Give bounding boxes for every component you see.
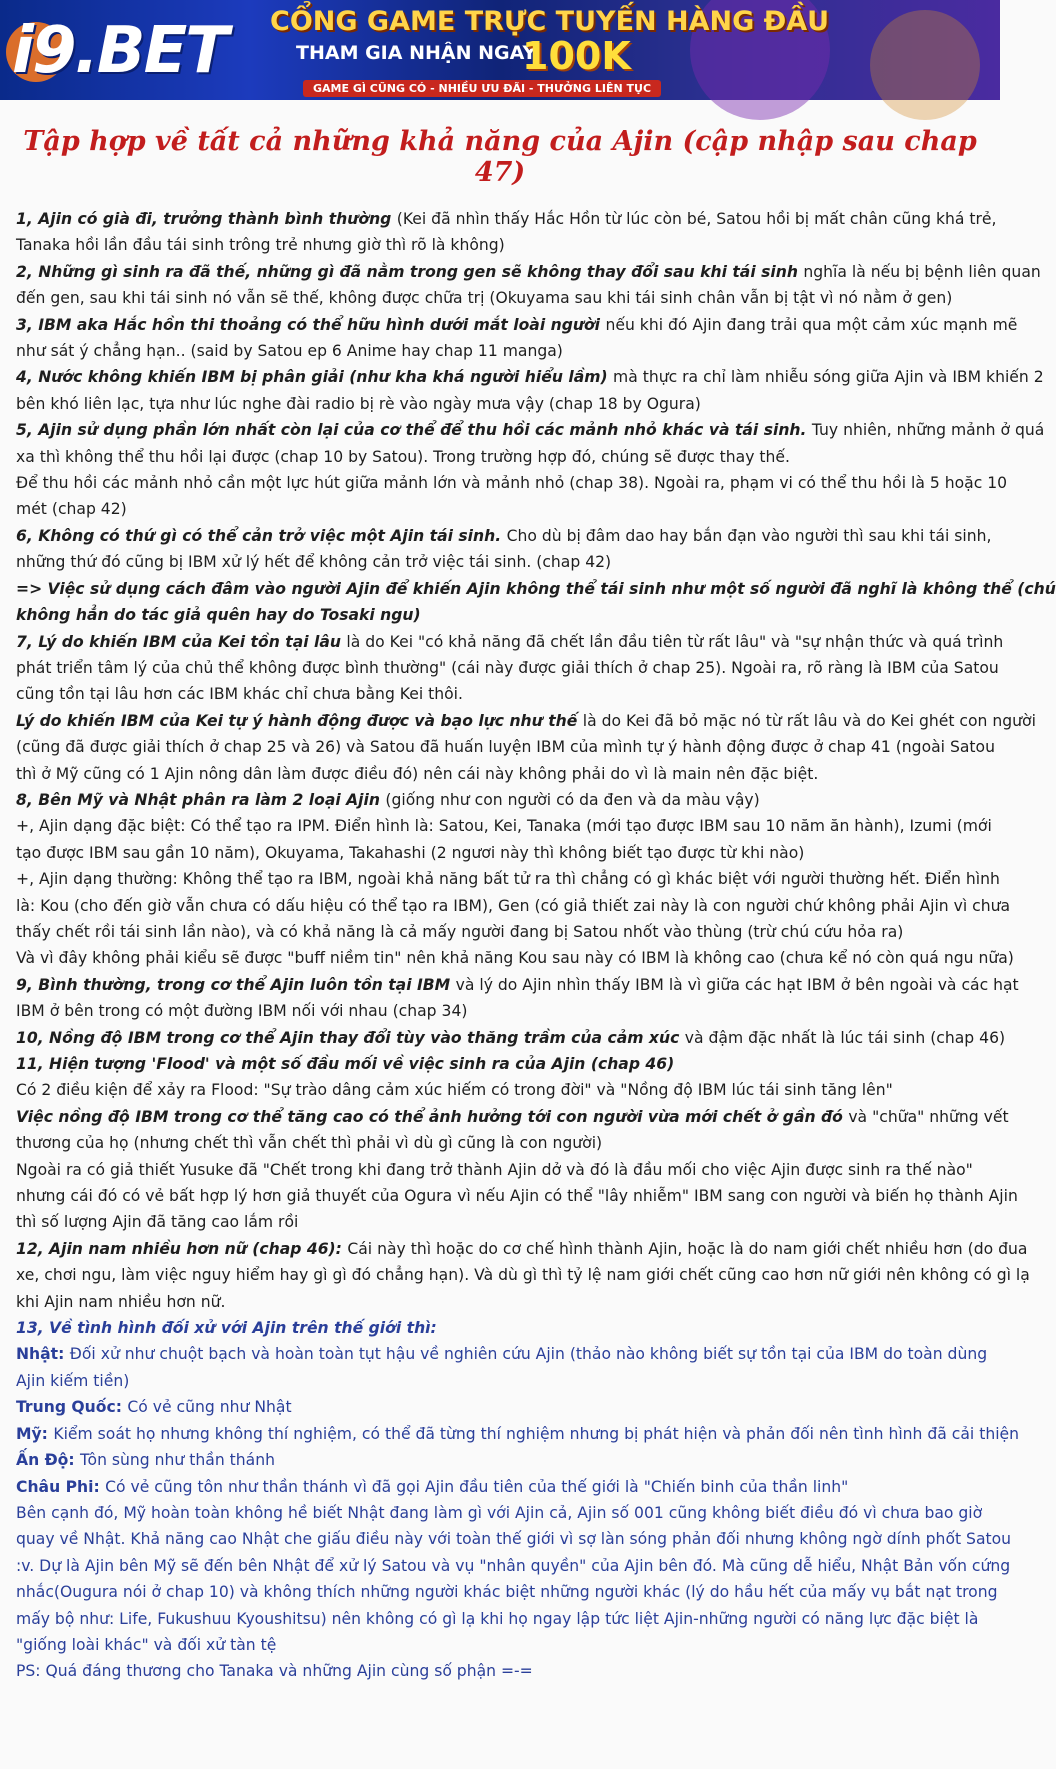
text-line bbox=[16, 259, 1041, 285]
body-text: mấy bộ như: Life, Fukushuu Kyoushitsu) nên không có gì lạ khi họ ngay lập tức liệt Ajin-những người có năng lực đặc biệt là bbox=[16, 1609, 979, 1628]
text-line bbox=[16, 1157, 984, 1183]
text-line bbox=[16, 787, 984, 813]
text-line bbox=[16, 998, 984, 1024]
text-line bbox=[16, 1341, 988, 1367]
body-text: nếu khi đó Ajin đang trải qua một cảm xúc mạnh mẽ bbox=[605, 315, 1018, 334]
body-text: bên khó liên lạc, tựa như lúc nghe đài radio bị rè vào ngày mưa vậy (chap 18 by Ogura) bbox=[16, 394, 701, 413]
emphasis-text: 3, IBM aka Hắc hồn thi thoảng có thể hữu hình dưới mắt loài người bbox=[16, 315, 606, 334]
text-line bbox=[16, 1077, 984, 1103]
emphasis-text: Lý do khiến IBM của Kei tự ý hành động được và bạo lực như thế bbox=[16, 711, 583, 730]
body-text: thấy chết rồi tái sinh lần nào), và có khả năng là cả mấy người đang bị Satou nhốt vào thùng (trừ chú cứu hỏa ra) bbox=[16, 922, 904, 941]
text-line bbox=[16, 1315, 984, 1341]
body-text: +, Ajin dạng đặc biệt: Có thể tạo ra IPM. Điển hình là: Satou, Kei, Tanaka (mới tạo được IBM sau 10 năm ăn hành), Izumi (mới bbox=[16, 817, 992, 836]
text-line bbox=[16, 1500, 984, 1526]
body-text: PS: Quá đáng thương cho Tanaka và những Ajin cùng số phận =-= bbox=[16, 1662, 533, 1681]
emphasis-text: Ấn Độ: bbox=[16, 1451, 81, 1470]
article-body bbox=[16, 206, 1056, 1685]
text-line bbox=[16, 1025, 1006, 1051]
body-text: là do Kei đã bỏ mặc nó từ rất lâu và do Kei ghét con người bbox=[582, 711, 1036, 730]
text-line bbox=[16, 391, 984, 417]
banner-decoration bbox=[870, 10, 980, 120]
site-logo[interactable]: i9.BET bbox=[12, 14, 227, 88]
body-text: thì ở Mỹ cũng có 1 Ajin nông dân làm được điều đó) nên cái này không phải do vì là main nên đặc biệt. bbox=[16, 764, 819, 783]
text-line bbox=[16, 338, 984, 364]
emphasis-text: => Việc sử dụng cách đâm vào người Ajin để khiến Ajin không thể tái sinh như một số người đã nghĩ là không thể (chú bbox=[16, 579, 1056, 598]
emphasis-text: Mỹ: bbox=[16, 1424, 54, 1443]
emphasis-text: Châu Phi: bbox=[16, 1477, 106, 1496]
body-text: Có vẻ cũng tôn như thần thánh vì đã gọi Ajin đầu tiên của thế giới là "Chiến binh của thần linh" bbox=[105, 1477, 849, 1496]
body-text: mét (chap 42) bbox=[16, 500, 127, 519]
text-line bbox=[16, 972, 1019, 998]
body-text: Có vẻ cũng như Nhật bbox=[127, 1398, 292, 1417]
text-line bbox=[16, 681, 984, 707]
text-line bbox=[16, 1447, 984, 1473]
emphasis-text: 11, Hiện tượng 'Flood' và một số đầu mối về việc sinh ra của Ajin (chap 46) bbox=[16, 1055, 675, 1073]
article bbox=[0, 126, 1056, 1685]
body-text: mà thực ra chỉ làm nhiễu sóng giữa Ajin và IBM khiến 2 bbox=[613, 368, 1044, 387]
text-line bbox=[16, 417, 1045, 443]
banner-tagline: GAME GÌ CŨNG CÓ - NHIỀU ƯU ĐÃI - THƯỞNG LIÊN TỤC bbox=[303, 80, 661, 97]
text-line bbox=[16, 840, 984, 866]
text-line bbox=[16, 1579, 998, 1605]
body-text: :v. Dự là Ajin bên Mỹ sẽ đến bên Nhật để xử lý Satou và vụ "nhân quyền" của Ajin bên đó. Mà cũng dễ hiểu, Nhật Bản vốn cứng bbox=[16, 1556, 1011, 1575]
body-text: IBM ở bên trong có một đường IBM nối với nhau (chap 34) bbox=[16, 1002, 468, 1021]
text-line bbox=[16, 364, 1044, 390]
text-line bbox=[16, 285, 984, 311]
body-text: "giống loài khác" và đối xử tàn tệ bbox=[16, 1635, 277, 1654]
body-text: Tuy nhiên, những mảnh ở quá bbox=[811, 421, 1045, 440]
body-text: những thứ đó cũng bị IBM xử lý hết để không cản trở việc tái sinh. (chap 42) bbox=[16, 553, 612, 572]
emphasis-text: 7, Lý do khiến IBM của Kei tồn tại lâu bbox=[16, 632, 347, 651]
text-line bbox=[16, 206, 997, 232]
body-text: là do Kei "có khả năng đã chết lần đầu tiên từ rất lâu" và "sự nhận thức và quá trình bbox=[346, 632, 1004, 651]
body-text: thì số lượng Ajin đã tăng cao lắm rồi bbox=[16, 1213, 299, 1232]
text-line bbox=[16, 1553, 1011, 1579]
text-line bbox=[16, 1183, 1018, 1209]
body-text: nhắc(Ougura nói ở chap 10) và không thích những người khác biệt những người khác (lý do hầu hết của mấy vụ bắt nạt trong bbox=[16, 1583, 998, 1602]
emphasis-text: 1, Ajin có già đi, trưởng thành bình thường bbox=[16, 210, 397, 228]
body-text: như sát ý chẳng hạn.. (said by Satou ep 6 Anime hay chap 11 manga) bbox=[16, 342, 563, 361]
body-text: khi Ajin nam nhiều hơn nữ. bbox=[16, 1292, 226, 1311]
emphasis-text: Trung Quốc: bbox=[16, 1398, 128, 1417]
body-text: cũng tồn tại lâu hơn các IBM khác chỉ chưa bằng Kei thôi. bbox=[16, 685, 463, 704]
text-line bbox=[16, 1526, 1012, 1552]
text-line bbox=[16, 629, 1004, 655]
body-text: Kiểm soát họ nhưng không thí nghiệm, có thể đã từng thí nghiệm nhưng bị phát hiện và phản đối nên tình hình đã cải thiện bbox=[53, 1424, 1020, 1443]
emphasis-text: 9, Bình thường, trong cơ thể Ajin luôn tồn tại IBM bbox=[16, 975, 456, 994]
text-line bbox=[16, 919, 984, 945]
emphasis-text: 6, Không có thứ gì có thể cản trở việc một Ajin tái sinh. bbox=[16, 526, 507, 545]
body-text: Và vì đây không phải kiểu sẽ được "buff niềm tin" nên khả năng Kou sau này có IBM là không cao (chưa kể nó còn quá ngu nữa) bbox=[16, 949, 1014, 968]
body-text: Đối xử như chuột bạch và hoàn toàn tụt hậu về nghiên cứu Ajin (thảo nào không biết sự tồn tại của IBM do toàn dùng bbox=[69, 1345, 988, 1364]
body-text: xa thì không thể thu hồi lại được (chap 10 by Satou). Trong trường hợp đó, chúng sẽ được thay thế. bbox=[16, 447, 790, 466]
body-text: và lý do Ajin nhìn thấy IBM là vì giữa các hạt IBM ở bên ngoài và các hạt bbox=[455, 975, 1019, 994]
text-line bbox=[16, 1368, 984, 1394]
text-line bbox=[16, 1606, 984, 1632]
emphasis-text: 10, Nồng độ IBM trong cơ thể Ajin thay đổi tùy vào thăng trầm của cảm xúc bbox=[16, 1028, 685, 1047]
body-text: Cái này thì hoặc do cơ chế hình thành Ajin, hoặc là do nam giới chết nhiều hơn (do đua bbox=[347, 1239, 1028, 1258]
banner-cta-amount: 100K bbox=[522, 34, 631, 78]
emphasis-text: 12, Ajin nam nhiều hơn nữ (chap 46): bbox=[16, 1239, 348, 1258]
text-line bbox=[16, 1130, 984, 1156]
body-text: tạo được IBM sau gần 10 năm), Okuyama, Takahashi (2 ngươi này thì không biết tạo được từ khi nào) bbox=[16, 843, 805, 862]
body-text: là: Kou (cho đến giờ vẫn chưa có dấu hiệu có thể tạo ra IBM), Gen (có giả thiết zai này là con người chứ không phải Ajin vì chưa bbox=[16, 896, 1011, 915]
body-text: Cho dù bị đâm dao hay bắn đạn vào người thì sau khi tái sinh, bbox=[506, 526, 992, 545]
emphasis-text: 8, Bên Mỹ và Nhật phân ra làm 2 loại Ajin bbox=[16, 790, 386, 809]
text-line bbox=[16, 576, 1056, 602]
text-line bbox=[16, 734, 995, 760]
text-line bbox=[16, 945, 1014, 971]
text-line bbox=[16, 893, 1011, 919]
text-line bbox=[16, 444, 984, 470]
body-text: (giống như con người có da đen và da màu vậy) bbox=[385, 790, 760, 809]
emphasis-text: 13, Về tình hình đối xử với Ajin trên thế giới thì: bbox=[16, 1319, 437, 1338]
body-text: Có 2 điều kiện để xảy ra Flood: "Sự trào dâng cảm xúc hiếm có trong đời" và "Nồng độ IBM lúc tái sinh tăng lên" bbox=[16, 1081, 893, 1100]
text-line bbox=[16, 1421, 1020, 1447]
text-line bbox=[16, 1209, 984, 1235]
text-line bbox=[16, 602, 984, 628]
text-line bbox=[16, 496, 984, 522]
text-line bbox=[16, 1051, 984, 1077]
body-text: Bên cạnh đó, Mỹ hoàn toàn không hề biết Nhật đang làm gì với Ajin cả, Ajin số 001 cũng không biết điều đó vì chưa bao giờ bbox=[16, 1503, 983, 1522]
text-line bbox=[16, 708, 1036, 734]
text-line bbox=[16, 1658, 984, 1684]
body-text: và đậm đặc nhất là lúc tái sinh (chap 46) bbox=[684, 1028, 1006, 1047]
emphasis-text: 2, Những gì sinh ra đã thế, những gì đã nằm trong gen sẽ không thay đổi sau khi tái sinh bbox=[16, 262, 804, 281]
body-text: Ngoài ra có giả thiết Yusuke đã "Chết trong khi đang trở thành Ajin dở và đó là đầu mối cho việc Ajin được sinh ra thế nào" bbox=[16, 1160, 973, 1179]
body-text: phát triển tâm lý của chủ thể không được bình thường" (cái này được giải thích ở chap 25). Ngoài ra, rõ ràng là IBM của Satou bbox=[16, 658, 999, 677]
body-text: xe, chơi ngu, làm việc nguy hiểm hay gì gì đó chẳng hạn). Và dù gì thì tỷ lệ nam giới chết cũng cao hơn nữ giới nên không có gì lạ bbox=[16, 1266, 1030, 1285]
body-text: Ajin kiếm tiền) bbox=[16, 1371, 130, 1390]
banner-cta-text: THAM GIA NHẬN NGAY bbox=[296, 42, 537, 64]
text-line bbox=[16, 470, 1008, 496]
body-text: quay về Nhật. Khả năng cao Nhật che giấu điều này với toàn thế giới vì sợ làn sóng phản đối nhưng không ngờ dính phốt Satou bbox=[16, 1530, 1012, 1549]
text-line bbox=[16, 655, 999, 681]
emphasis-text: không hẳn do tác giả quên hay do Tosaki ngu) bbox=[16, 606, 421, 625]
body-text: Tôn sùng như thần thánh bbox=[80, 1451, 275, 1470]
text-line bbox=[16, 813, 992, 839]
text-line bbox=[16, 866, 1000, 892]
body-text: Tanaka hồi lần đầu tái sinh trông trẻ nhưng giờ thì rõ là không) bbox=[16, 236, 505, 255]
body-text: +, Ajin dạng thường: Không thể tạo ra IBM, ngoài khả năng bất tử ra thì chẳng có gì khác biệt với người thường hết. Điển hình bbox=[16, 870, 1000, 889]
article-title: Tập hợp về tất cả những khả năng của Ajin (cập nhập sau chap 47) bbox=[23, 126, 977, 188]
text-line bbox=[16, 549, 984, 575]
emphasis-text: Nhật: bbox=[16, 1345, 70, 1364]
ad-banner[interactable] bbox=[0, 0, 1000, 100]
body-text: Để thu hồi các mảnh nhỏ cần một lực hút giữa mảnh lớn và mảnh nhỏ (chap 38). Ngoài ra, phạm vi có thể thu hồi là 5 hoặc 10 bbox=[16, 474, 1008, 493]
body-text: (Kei đã nhìn thấy Hắc Hồn từ lúc còn bé, Satou hồi bị mất chân cũng khá trẻ, bbox=[396, 210, 997, 228]
body-text: đến gen, sau khi tái sinh nó vẫn sẽ thế, không được chữa trị (Okuyama sau khi tái sinh chân vẫn bị tật vì nó nằm ở gen) bbox=[16, 289, 953, 308]
banner-headline: CỔNG GAME TRỰC TUYẾN HÀNG ĐẦU bbox=[270, 6, 830, 37]
text-line bbox=[16, 1632, 984, 1658]
emphasis-text: 5, Ajin sử dụng phần lớn nhất còn lại của cơ thể để thu hồi các mảnh nhỏ khác và tái sinh. bbox=[16, 421, 812, 440]
text-line bbox=[16, 1394, 984, 1420]
text-line bbox=[16, 1289, 984, 1315]
text-line bbox=[16, 761, 984, 787]
text-line bbox=[16, 523, 992, 549]
body-text: nghĩa là nếu bị bệnh liên quan bbox=[803, 262, 1041, 281]
text-line bbox=[16, 1236, 1028, 1262]
body-text: (cũng đã được giải thích ở chap 25 và 26) và Satou đã huấn luyện IBM của mình tự ý hành động được ở chap 41 (ngoài Satou bbox=[16, 738, 995, 757]
text-line bbox=[16, 1104, 1009, 1130]
body-text: và "chữa" những vết bbox=[848, 1107, 1009, 1126]
body-text: thương của họ (nhưng chết thì vẫn chết thì phải vì dù gì cũng là con người) bbox=[16, 1134, 603, 1153]
text-line bbox=[16, 1262, 1030, 1288]
body-text: nhưng cái đó có vẻ bất hợp lý hơn giả thuyết của Ogura vì nếu Ajin có thể "lây nhiễm" IBM sang con người và biến họ thành Ajin bbox=[16, 1187, 1018, 1206]
emphasis-text: Việc nồng độ IBM trong cơ thể tăng cao có thể ảnh hưởng tới con người vừa mới chết ở gần đó bbox=[16, 1107, 849, 1126]
text-line bbox=[16, 1474, 984, 1500]
emphasis-text: 4, Nước không khiến IBM bị phân giải (như kha khá người hiểu lầm) bbox=[16, 368, 614, 387]
text-line bbox=[16, 232, 984, 258]
text-line bbox=[16, 312, 1018, 338]
